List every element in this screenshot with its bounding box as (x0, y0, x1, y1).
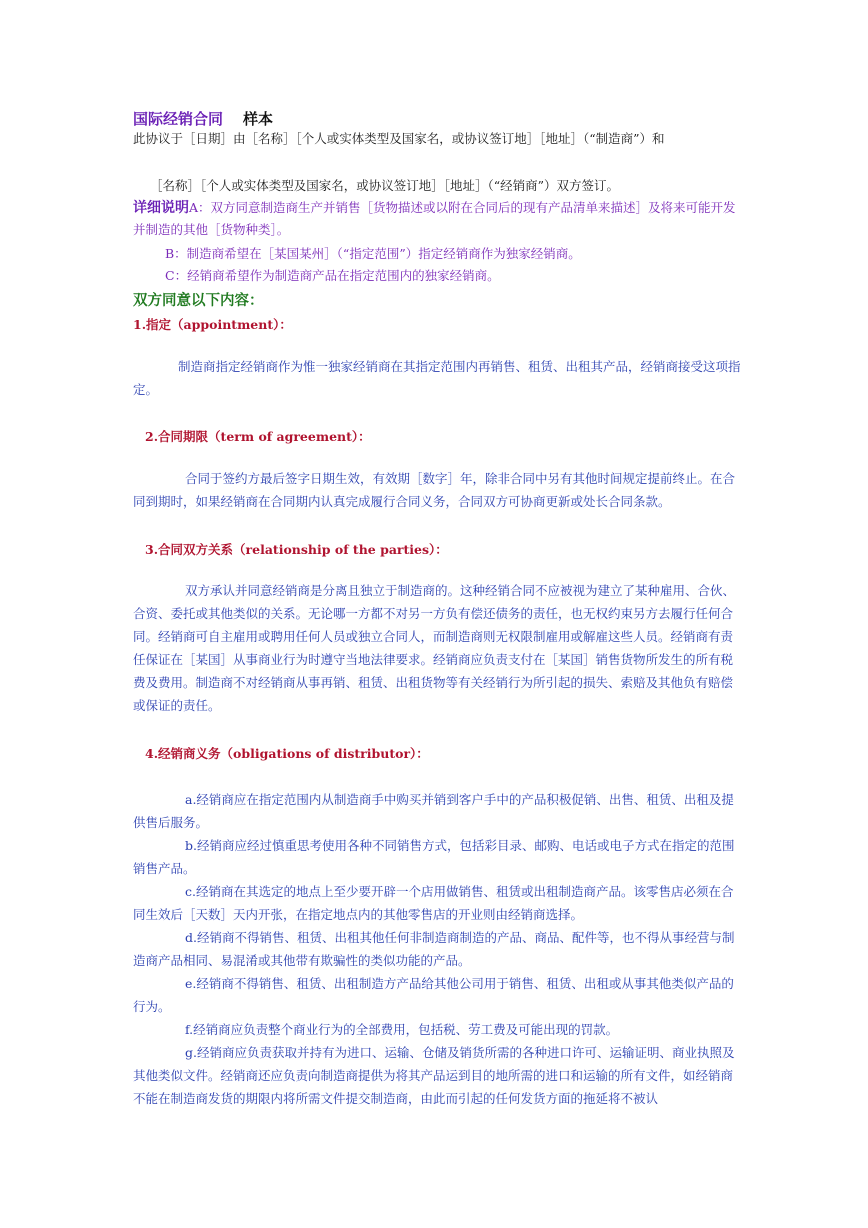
section-3-body: 双方承认并同意经销商是分离且独立于制造商的。这种经销合同不应被视为建立了某种雇用、合伙、合资、委托或其他类似的关系。无论哪一方都不对另一方负有偿还债务的责任，也无权约束另方去履行任何合同。经销商可自主雇用或聘用任何人员或独立合同人，而制造商则无权限制雇用或解雇这些人员。经销商有责任保证在［某国］从事商业行为时遵守当地法律要求。经销商应负责支付在［某国］销售货物所发生的所有税费及费用。制造商不对经销商从事再销、租赁、出租货物等有关经销行为所引起的损失、索赔及其他负有赔偿或保证的责任。 (133, 583, 736, 713)
details-A (133, 197, 748, 240)
section-3-heading: 3.合同双方关系（relationship of the parties）： (145, 542, 448, 557)
section-1-heading: 1.指定（appointment）： (133, 317, 292, 332)
section-4-heading: 4.经销商义务（obligations of distributor）： (145, 746, 429, 761)
intro-line-2: ［名称］［个人或实体类型及国家名，或协议签订地］［地址］（“经销商”）双方签订。 (150, 178, 620, 193)
section-4-item-d: d.经销商不得销售、租赁、出租其他任何非制造商制造的产品、商品、配件等，也不得从事经营与制造商产品相同、易混淆或其他带有欺骗性的类似功能的产品。 (133, 930, 735, 968)
intro-line-1: 此协议于［日期］由［名称］［个人或实体类型及国家名，或协议签订地］［地址］（“制造商”）和 (133, 131, 665, 146)
details-C: C：经销商希望作为制造商产品在指定范围内的独家经销商。 (165, 268, 500, 283)
section-2-heading: 2.合同期限（term of agreement）： (145, 429, 371, 444)
section-1-body: 制造商指定经销商作为惟一独家经销商在其指定范围内再销售、租赁、出租其产品，经销商接受这项指定。 (133, 359, 741, 397)
section-2-body: 合同于签约方最后签字日期生效，有效期［数字］年，除非合同中另有其他时间规定提前终止。在合同到期时，如果经销商在合同期内认真完成履行合同义务，合同双方可协商更新或处长合同条款。 (133, 471, 736, 509)
section-4-item-f: f.经销商应负责整个商业行为的全部费用，包括税、劳工费及可能出现的罚款。 (185, 1022, 619, 1037)
document-title (133, 108, 273, 129)
section-4-item-b: b.经销商应经过慎重思考使用各种不同销售方式，包括彩目录、邮购、电话或电子方式在指定的范围销售产品。 (133, 838, 735, 876)
details-label: 详细说明 (133, 200, 189, 216)
title-main: 国际经销合同 (133, 110, 224, 128)
details-A-text: A：双方同意制造商生产并销售［货物描述或以附在合同后的现有产品清单来描述］及将来可能开发并制造的其他［货物种类］。 (133, 200, 736, 237)
section-4-item-e: e.经销商不得销售、租赁、出租制造方产品给其他公司用于销售、租赁、出租或从事其他类似产品的行为。 (133, 976, 734, 1014)
section-4-item-g: g.经销商应负责获取并持有为进口、运输、仓储及销货所需的各种进口许可、运输证明、商业执照及其他类似文件。经销商还应负责向制造商提供为将其产品运到目的地所需的进口和运输的所有文件，如经销商不能在制造商发货的期限内将所需文件提交制造商，由此而引起的任何发货方面的拖延将不被认 (133, 1045, 735, 1106)
title-sample: 样本 (243, 110, 274, 128)
section-4-item-a: a.经销商应在指定范围内从制造商手中购买并销到客户手中的产品积极促销、出售、租赁、出租及提供售后服务。 (133, 792, 734, 830)
agree-heading: 双方同意以下内容： (133, 292, 264, 309)
details-B: B：制造商希望在［某国某州］（“指定范围”）指定经销商作为独家经销商。 (165, 246, 581, 261)
section-4-item-c: c.经销商在其选定的地点上至少要开辟一个店用做销售、租赁或出租制造商产品。该零售店必须在合同生效后［天数］天内开张，在指定地点内的其他零售店的开业则由经销商选择。 (133, 884, 734, 922)
